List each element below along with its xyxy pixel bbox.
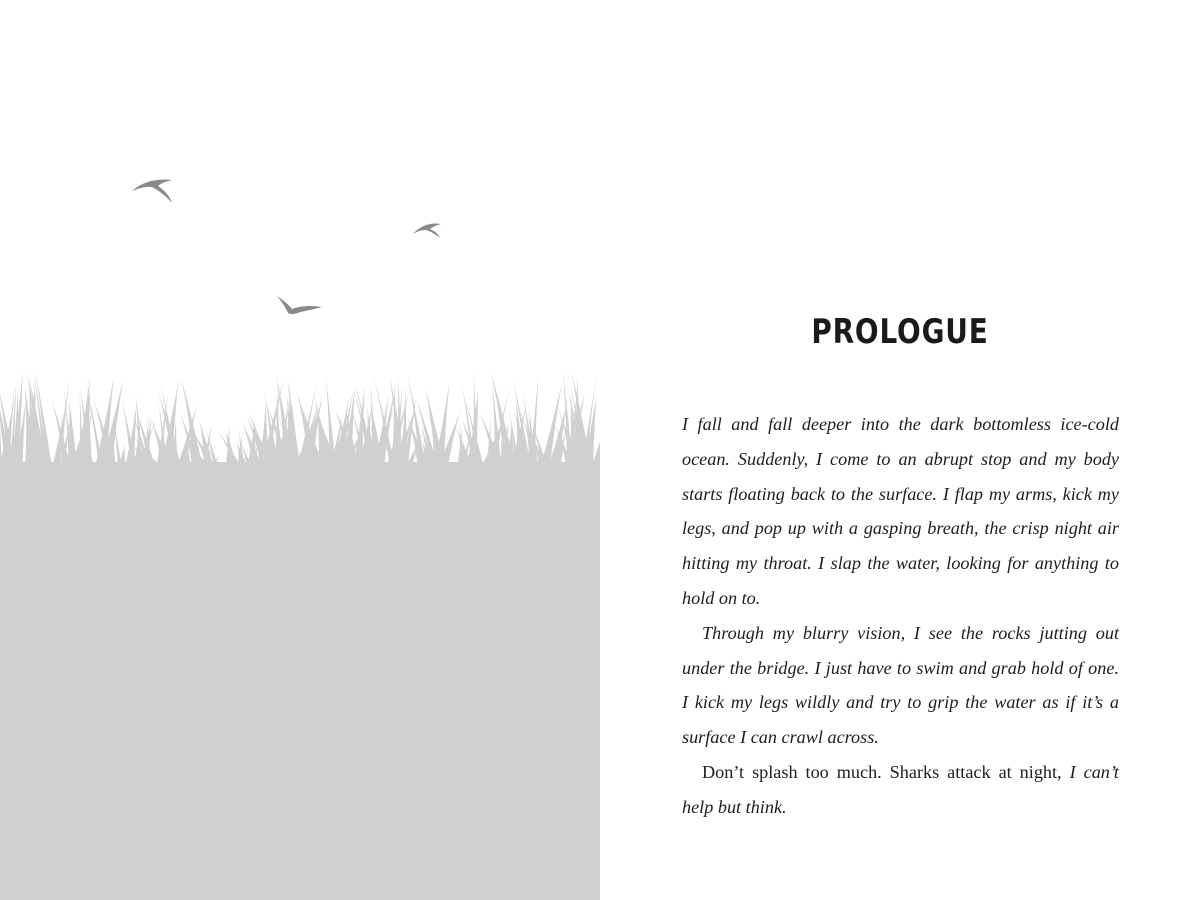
paragraph (682, 407, 1119, 616)
chapter-title: PROLOGUE (811, 312, 989, 352)
bird-icon (413, 223, 441, 238)
chapter-body (682, 407, 1119, 825)
paragraph-text: I fall and fall deeper into the dark bottomless ice-cold ocean. Suddenly, I come to an abrupt stop and my body starts floating back to the surface. I flap my arms, kick my legs, and pop up with a gasping breath, the crisp night air hitting my throat. I slap the water, looking for anything to hold on to. (682, 414, 1119, 608)
grass-field (0, 462, 600, 900)
paragraph-text: I can’t help but think. (682, 761, 1119, 817)
bird-icon (132, 179, 172, 203)
paragraph-text: Don’t splash too much. Sharks attack at night, (702, 761, 1062, 782)
paragraph-text: Through my blurry vision, I see the rocks jutting out under the bridge. I just have to swim and grab hold of one. I kick my legs wildly and try to grip the water as if it’s a surface I can crawl across. (682, 622, 1119, 748)
bird-icon (277, 296, 322, 314)
paragraph (682, 755, 1119, 825)
text-page (600, 0, 1200, 900)
paragraph (682, 616, 1119, 755)
grass-icon (0, 368, 600, 470)
